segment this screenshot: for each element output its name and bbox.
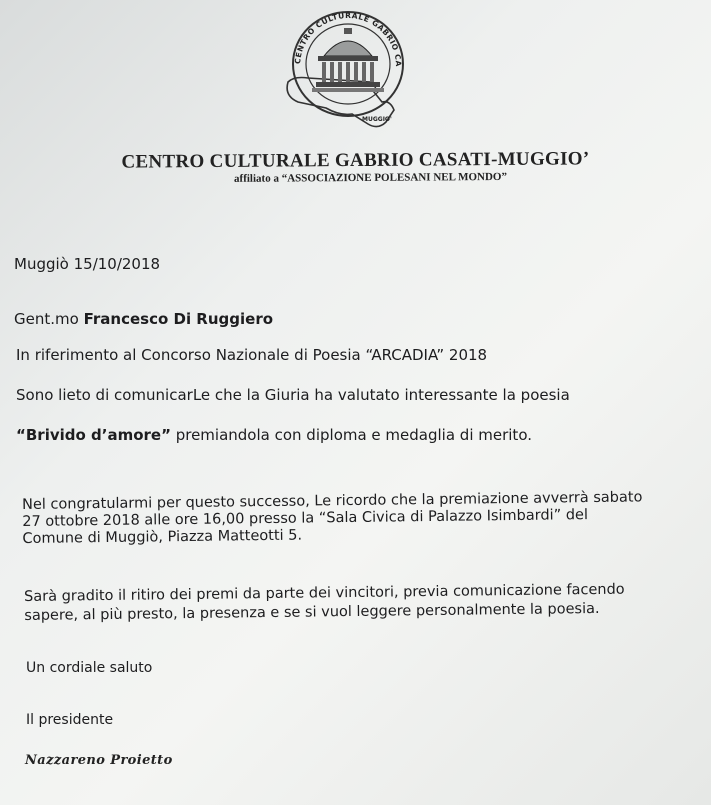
award-line	[16, 426, 532, 444]
signature: Nazzareno Proietto	[25, 753, 173, 768]
paragraph-line: sapere, al più presto, la presenza e se si vuol leggere personalmente la poesia.	[24, 600, 600, 624]
place-date: Muggiò 15/10/2018	[14, 255, 161, 273]
reference-line: In riferimento al Concorso Nazionale di Poesia “ARCADIA” 2018	[16, 346, 488, 364]
paragraph-line: Sarà gradito il ritiro dei premi da parte dei vincitori, previa comunicazione facendo	[24, 581, 625, 605]
salutation-prefix: Gent.mo	[14, 310, 79, 328]
announcement-line: Sono lieto di comunicarLe che la Giuria ha valutato interessante la poesia	[16, 386, 570, 404]
logo-map-label: MUGGIO'	[362, 116, 392, 123]
paragraph-line: 27 ottobre 2018 alle ore 16,00 presso la “Sala Civica di Palazzo Isimbardi” del	[22, 507, 589, 530]
salutation	[14, 310, 273, 328]
award-text: premiandola con diploma e medaglia di merito.	[175, 426, 532, 444]
recipient-name: Francesco Di Ruggiero	[83, 310, 274, 328]
paragraph-line: Comune di Muggiò, Piazza Matteotti 5.	[22, 527, 303, 547]
ceremony-paragraph	[22, 489, 703, 548]
logo-ring-text: CENTRO CULTURALE GABRIO CA	[292, 10, 404, 68]
paragraph-line: Nel congratularmi per questo successo, Le ricordo che la premiazione avverrà sabato	[22, 489, 643, 513]
association-logo	[278, 4, 418, 136]
affiliation-name: “ASSOCIAZIONE POLESANI NEL MONDO”	[281, 170, 507, 185]
signer-role: Il presidente	[26, 712, 114, 728]
collection-paragraph	[24, 580, 694, 626]
closing-greeting: Un cordiale saluto	[26, 660, 153, 676]
poem-title: “Brivido d’amore”	[16, 426, 171, 444]
organization-name: CENTRO CULTURALE GABRIO CASATI-MUGGIO’	[121, 148, 590, 173]
affiliation-prefix: affiliato a	[233, 172, 279, 185]
